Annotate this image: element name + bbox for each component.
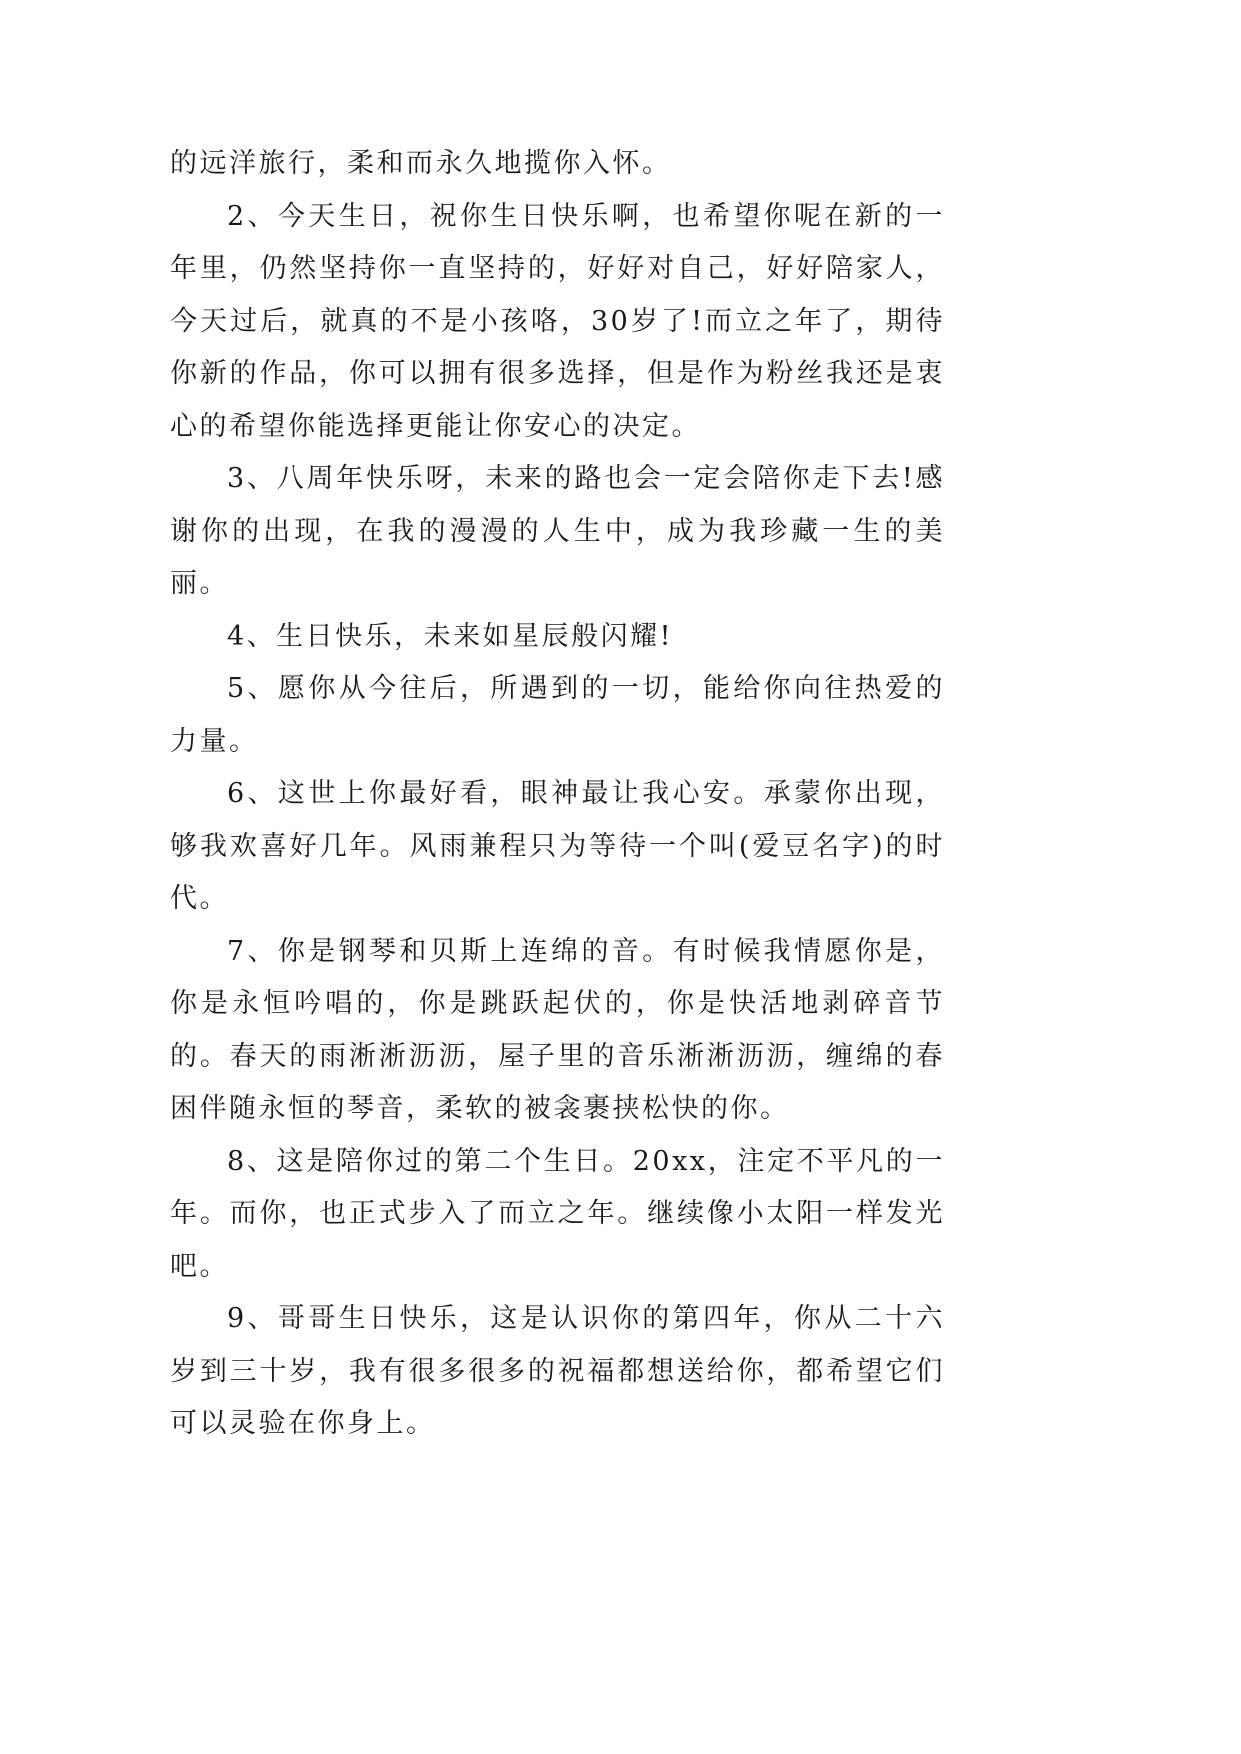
paragraph-continuation: 的远洋旅行，柔和而永久地揽你入怀。 <box>170 148 672 179</box>
paragraph-item-9: 9、哥哥生日快乐，这是认识你的第四年，你从二十六岁到三十岁，我有很多很多的祝福都想送给你，都希望它们可以灵验在你身上。 <box>170 1303 945 1439</box>
document-body <box>170 138 945 1451</box>
paragraph-item-4: 4、生日快乐，未来如星辰般闪耀! <box>227 620 674 652</box>
paragraph-item-7: 7、你是钢琴和贝斯上连绵的音。有时候我情愿你是，你是永恒吟唱的，你是跳跃起伏的，你是快活地剥碎音节的。春天的雨淅淅沥沥，屋子里的音乐淅淅沥沥，缠绵的春困伴随永恒的琴音，柔软的被衾裹挟松快的你。 <box>170 935 945 1124</box>
paragraph-item-6: 6、这世上你最好看，眼神最让我心安。承蒙你出现，够我欢喜好几年。风雨兼程只为等待一个叫(爱豆名字)的时代。 <box>170 778 945 914</box>
paragraph-item-5: 5、愿你从今往后，所遇到的一切，能给你向往热爱的力量。 <box>170 673 945 757</box>
paragraph-item-8: 8、这是陪你过的第二个生日。20xx，注定不平凡的一年。而你，也正式步入了而立之年。继续像小太阳一样发光吧。 <box>170 1145 945 1282</box>
paragraph-item-3: 3、八周年快乐呀，未来的路也会一定会陪你走下去!感谢你的出现，在我的漫漫的人生中，成为我珍藏一生的美丽。 <box>170 463 945 599</box>
paragraph-item-2: 2、今天生日，祝你生日快乐啊，也希望你呢在新的一年里，仍然坚持你一直坚持的，好好对自己，好好陪家人，今天过后，就真的不是小孩咯，30岁了!而立之年了，期待你新的作品，你可以拥有很多选择，但是作为粉丝我还是衷心的希望你能选择更能让你安心的决定。 <box>170 200 945 442</box>
